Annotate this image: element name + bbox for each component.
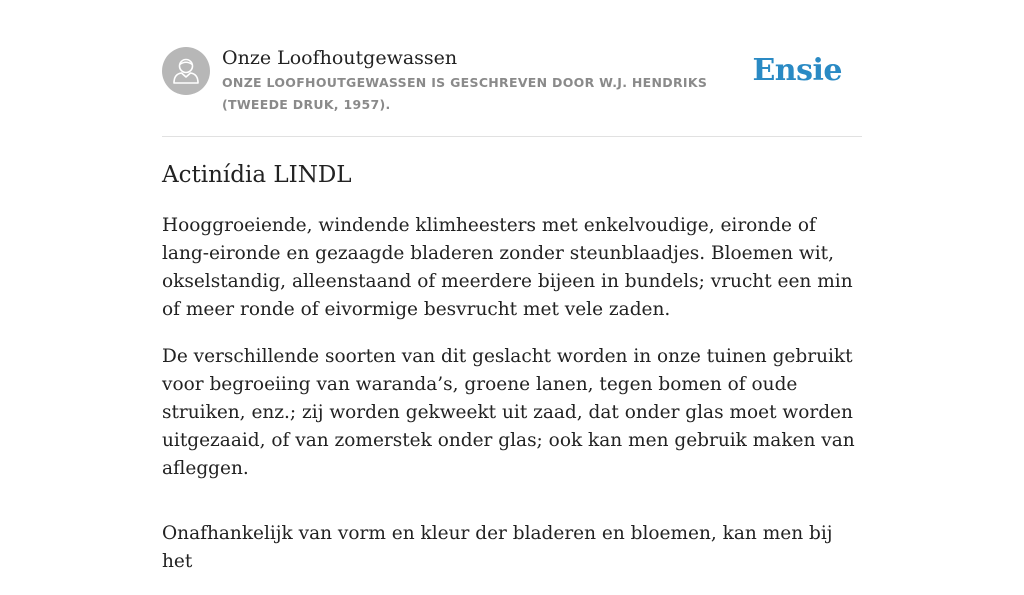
article-paragraph: Hooggroeiende, windende klimheesters met enkelvoudige, eironde of lang-eironde en gezaagde bladeren zonder steunblaadjes. Bloemen wit, okselstandig, alleenstaand of meerdere bijeen in bundels; vrucht een min of meer ronde of eivormige besvrucht met vele zaden. [162, 215, 853, 320]
source-title[interactable]: Onze Loofhoutgewassen [222, 47, 458, 69]
article-paragraph: Onafhankelijk van vorm en kleur der bladeren en bloemen, kan men bij het [162, 523, 833, 572]
article-paragraph: De verschillende soorten van dit geslacht worden in onze tuinen gebruikt voor begroeiing van waranda’s, groene lanen, tegen bomen of oude struiken, enz.; zij worden gekweekt uit zaad, dat onder glas moet worden uitgezaaid, of van zomerstek onder glas; ook kan men gebruik maken van afleggen. [162, 346, 855, 479]
source-description: ONZE LOOFHOUTGEWASSEN IS GESCHREVEN DOOR W.J. HENDRIKS (TWEEDE DRUK, 1957). [222, 75, 708, 112]
source-header [162, 46, 862, 137]
user-avatar-icon [162, 47, 210, 95]
article [162, 158, 862, 595]
article-title: Actinídia LINDL [162, 162, 352, 188]
brand-logo[interactable]: Ensie [752, 53, 842, 88]
